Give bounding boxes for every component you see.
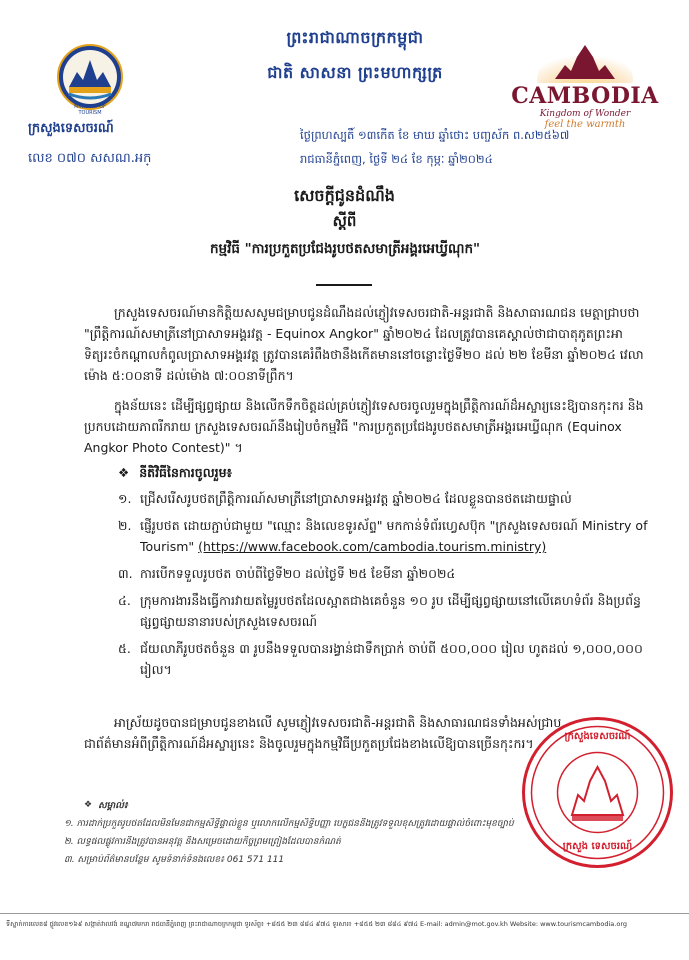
official-stamp	[520, 715, 675, 870]
logo-caption: MINISTRY OF TOURISM	[74, 104, 106, 116]
list-item	[118, 563, 648, 584]
diamond-bullet-icon: ❖	[118, 465, 130, 480]
footnote-item: ៣. សម្រាប់ព័ត៌មានបន្ថែម សូមទំនាក់ទំនងលេខ៖ 061 571 111	[64, 855, 285, 865]
ministry-logo	[55, 42, 125, 112]
rules-heading-row	[118, 465, 232, 484]
rules-list	[118, 488, 648, 680]
cambodia-brand-logo	[505, 35, 665, 135]
list-item-number: ៣.	[118, 566, 133, 581]
notice-subject-label: ស្តីពី	[332, 212, 357, 230]
stamp-bottom-text: ក្រសួង ទេសចរណ៍	[562, 841, 633, 852]
list-item-number: ៥.	[118, 641, 131, 656]
list-item-text: ផ្ញើរូបថត ដោយភ្ជាប់ជាមួយ "ឈ្មោះ និងលេខទូរស័ព្ទ" មកកាន់ទំព័រហ្វេសប៊ុក "ក្រសួងទេសចរណ៍ Ministry of Tourism"	[140, 518, 648, 554]
list-item-number: ២.	[118, 518, 132, 533]
list-item	[118, 515, 648, 557]
list-item-number: ១.	[118, 491, 132, 506]
list-item-text: ជ្រើសរើសរូបថតព្រឹត្តិការណ៍សមាត្រីនៅប្រាសាទអង្គរវត្ត ឆ្នាំ២០២៤ ដែលខ្លួនបានថតដោយផ្ទាល់	[140, 491, 572, 506]
rules-heading: នីតិវិធីនៃការចូលរួម៖	[139, 465, 232, 480]
list-item	[118, 590, 648, 632]
brand-tagline-2: feel the warmth	[544, 119, 626, 130]
kingdom-line: ព្រះរាជាណាចក្រកម្ពុជា	[286, 28, 424, 47]
list-item-text: ក្រុមការងារនឹងធ្វើការវាយតម្លៃរូបថតដែលស្អាតជាងគេចំនួន ១០ រូប ដើម្បីផ្សព្វផ្សាយនៅលើគេហទំព័រ និងប្រព័ន្ធផ្សព្វផ្សាយនានារបស់ក្រសួងទេសចរណ៍	[140, 593, 641, 629]
title-divider	[316, 284, 372, 286]
paragraph-contest: ក្នុងន័យនេះ ដើម្បីផ្សព្វផ្សាយ និងលើកទឹកចិត្តដល់គ្រប់ភ្ញៀវទេសចរចូលរួមក្នុងព្រឹត្តិការណ៍ដ៏អស្ចារ្យនេះឱ្យបានកុះករ និងប្រកបដោយភាពរីករាយ ក្រសួងទេសចរណ៍នឹងរៀបចំកម្មវិធី "ការប្រកួតប្រជែងរូបថតសមាត្រីអង្គរអេឃ្វីណុក (Equinox Angkor Photo Contest)" ។	[84, 398, 644, 455]
notice-title: សេចក្តីជូនដំណឹង	[294, 186, 395, 205]
footer-divider	[0, 913, 689, 914]
list-item	[118, 638, 648, 680]
solar-date: រាជធានីភ្នំពេញ, ថ្ងៃទី ២៤ ខែ កុម្ភៈ ឆ្នាំ២០២៤	[300, 152, 493, 166]
reference-number: លេខ ០៧០ សសណ.អក្	[28, 151, 152, 166]
brand-tagline-1: Kingdom of Wonder	[539, 109, 631, 119]
motto-line: ជាតិ សាសនា ព្រះមហាក្សត្រ	[267, 63, 443, 82]
facebook-page-link[interactable]: (https://www.facebook.com/cambodia.tourism.ministry)	[198, 539, 547, 554]
notice-subject: កម្មវិធី "ការប្រកួតប្រជែងរូបថតសមាត្រីអង្គរអេឃ្វីណុក"	[209, 241, 481, 257]
ministry-name: ក្រសួងទេសចរណ៍	[28, 121, 114, 136]
list-item-text: ជ័យលាភីរូបថតចំនួន ៣ រូបនឹងទទួលបានរង្វាន់ជាទឹកប្រាក់ ចាប់ពី ៥០០,០០០ រៀល ហូតដល់ ១,០០០,០០០ រៀល។	[140, 641, 643, 677]
stamp-outer-text: ក្រសួងទេសចរណ៍	[564, 731, 631, 742]
lunar-date: ថ្ងៃព្រហស្បតិ៍ ១៣កើត ខែ មាឃ ឆ្នាំថោះ បញ្ចស័ក ព.ស២៥៦៧	[300, 128, 570, 142]
footnote-heading: សម្គាល់៖	[98, 801, 128, 811]
footnote-item: ២. លទ្ធផលផ្លូវការនឹងត្រូវបានអនុវត្ត និងសម្រេចដោយកិច្ចព្រមព្រៀងដែលបានកំណត់	[64, 837, 341, 847]
footnote-heading-row	[84, 800, 128, 813]
paragraph-closing: អាស្រ័យដូចបានជម្រាបជូនខាងលើ សូមភ្ញៀវទេសចរជាតិ-អន្តរជាតិ និងសាធារណជនទាំងអស់ជ្រាបជាព័ត៌មានអំពីព្រឹត្តិការណ៍ដ៏អស្ចារ្យនេះ និងចូលរួមក្នុងកម្មវិធីប្រកួតប្រជែងខាងលើឱ្យបានច្រើនកុះករ។	[84, 715, 562, 751]
paragraph-intro: ក្រសួងទេសចរណ៍មានកិត្តិយសសូមជម្រាបជូនដំណឹងដល់ភ្ញៀវទេសចរជាតិ-អន្តរជាតិ និងសាធារណជន មេត្តាជ្រាបថា "ព្រឹត្តិការណ៍សមាត្រីនៅប្រាសាទអង្គរវត្ត - Equinox Angkor" ឆ្នាំ២០២៤ ដែលត្រូវបានគេស្គាល់ថាជាបាតុភូតព្រះអាទិត្យរះចំកណ្តាលកំពូលប្រាសាទអង្គរវត្ត ត្រូវបានគេរំពឹងថានឹងកើតមាននៅចន្លោះថ្ងៃទី២០ ដល់ ២២ ខែមីនា ឆ្នាំ២០២៤ វេលាម៉ោង ៥:០០នាទី ដល់ម៉ោង ៧:០០នាទីព្រឹក។	[84, 305, 644, 383]
list-item	[118, 488, 648, 509]
angkor-sunrise-icon	[505, 35, 665, 83]
list-item-number: ៤.	[118, 593, 131, 608]
footer-contact: ទីស្នាក់ការលេខ៨ ផ្លូវលេខ១៦៩ សង្កាត់វាលវង់ ខណ្ឌ៧មករា រាជធានីភ្នំពេញ ព្រះរាជាណាចក្រកម្ពុជា ទូរស័ព្ទ៖ +៨៥៥ ២៣ ៨៨៤ ៩៧៤ ទូរសារ៖ +៨៥៥ ២៣ ៨៨៤ ៩៧៤ E-mail: admin@mot.gov.kh Website: www.tourismcambodia.org	[6, 920, 627, 928]
footnote-item: ១. ការដាក់ប្រកួតរូបថតដែលមិនមែនជាកម្មសិទ្ធិផ្ទាល់ខ្លួន ឬលោកលើកម្មសិទ្ធិបញ្ញា បេក្ខជននឹងត្រូវទទួលខុសត្រូវដោយផ្ទាល់ចំពោះមុខច្បាប់	[64, 819, 514, 829]
diamond-bullet-icon: ❖	[84, 800, 93, 810]
list-item-text: ការបើកទទួលរូបថត ចាប់ពីថ្ងៃទី២០ ដល់ថ្ងៃទី ២៥ ខែមីនា ឆ្នាំ២០២៤	[140, 566, 456, 581]
brand-title: CAMBODIA	[511, 83, 659, 109]
